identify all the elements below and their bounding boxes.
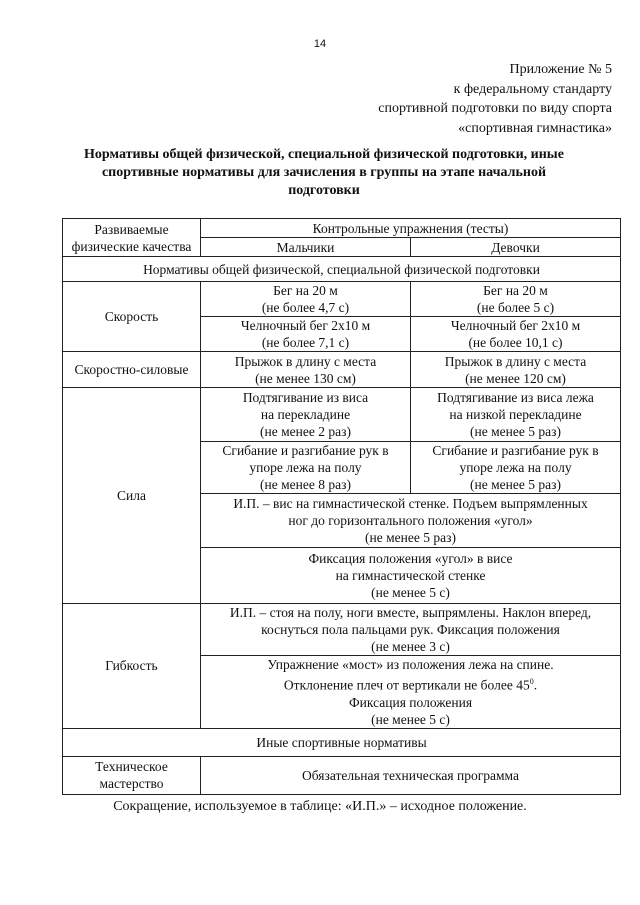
cell-run20-boys	[201, 282, 411, 317]
table-row	[63, 604, 621, 656]
text-line: Бег на 20 м	[273, 283, 338, 298]
quality-flexibility: Гибкость	[63, 604, 201, 729]
text-line: Фиксация положения «угол» в висе	[308, 551, 513, 566]
text-line: (не менее 120 см)	[465, 370, 566, 386]
text-line: (не менее 5 раз)	[365, 530, 456, 545]
text-line: Сгибание и разгибание рук в	[222, 443, 389, 458]
norms-table	[62, 218, 621, 795]
cell-pushup-boys	[201, 442, 411, 494]
section-general: Нормативы общей физической, специальной физической подготовки	[63, 257, 621, 282]
table-row	[63, 282, 621, 317]
text-line: Фиксация положения	[348, 694, 473, 710]
table-row	[63, 219, 621, 238]
appendix-line: Приложение № 5	[509, 62, 612, 77]
table-row	[63, 728, 621, 756]
text-line: мастерство	[99, 776, 164, 791]
text-line: И.П. – вис на гимнастической стенке. Подъем выпрямленных	[233, 496, 588, 511]
header-girls: Девочки	[411, 238, 621, 257]
table-row	[63, 352, 621, 388]
text-line: И.П. – стоя на полу, ноги вместе, выпрямлены. Наклон вперед,	[229, 605, 592, 620]
text-line: Подтягивание из виса лежа	[437, 390, 594, 405]
text-line: на перекладине	[260, 407, 351, 422]
text-line: (не менее 8 раз)	[260, 477, 351, 492]
appendix-block	[378, 60, 612, 138]
cell-hang	[201, 494, 621, 548]
text-line: на гимнастической стенке	[335, 568, 486, 583]
text-line: (не более 7,1 с)	[261, 335, 350, 350]
text-line: (не менее 5 с)	[371, 585, 450, 600]
text-line: упоре лежа на полу	[459, 460, 572, 475]
title-line: спортивные нормативы для зачисления в группы на этапе начальной	[101, 165, 547, 180]
text-line: упоре лежа на полу	[249, 460, 362, 475]
text-line: Прыжок в длину с места	[444, 353, 587, 369]
degree-mark: 0	[529, 677, 534, 686]
cell-jump-girls	[411, 352, 621, 388]
cell-technique-program: Обязательная техническая программа	[201, 756, 621, 794]
document-title	[50, 146, 598, 200]
text-line: на низкой перекладине	[449, 407, 582, 422]
text-line	[203, 673, 618, 694]
cell-pullup-girls	[411, 388, 621, 442]
text-line: (не менее 2 раз)	[260, 424, 351, 439]
text-line: Прыжок в длину с места	[234, 353, 377, 369]
title-line: подготовки	[288, 183, 360, 198]
cell-shuttle-girls	[411, 317, 621, 352]
cell-pullup-boys	[201, 388, 411, 442]
text-line: (не менее 130 см)	[255, 370, 356, 386]
text-line: физические качества	[71, 238, 192, 254]
cell-pushup-girls	[411, 442, 621, 494]
cell-shuttle-boys	[201, 317, 411, 352]
header-qualities	[63, 219, 201, 257]
text-line: Упражнение «мост» из положения лежа на спине.	[267, 657, 554, 672]
appendix-line: спортивной подготовки по виду спорта	[378, 101, 612, 116]
text-line: Челночный бег 2х10 м	[450, 318, 581, 333]
quality-speed: Скорость	[63, 282, 201, 352]
abbreviation-note: Сокращение, используемое в таблице: «И.П.» – исходное положение.	[113, 799, 527, 814]
bridge-dot: .	[533, 677, 538, 693]
header-boys: Мальчики	[201, 238, 411, 257]
text-line: (не более 10,1 с)	[468, 335, 563, 350]
table-row	[63, 257, 621, 282]
title-line: Нормативы общей физической, специальной физической подготовки, иные	[84, 147, 564, 162]
table-row	[63, 388, 621, 442]
cell-run20-girls	[411, 282, 621, 317]
text-line: Техническое	[95, 759, 168, 774]
cell-bridge	[201, 656, 621, 729]
text-line: ног до горизонтального положения «угол»	[288, 513, 533, 528]
text-line: (не менее 5 с)	[371, 711, 450, 727]
text-line: коснуться пола пальцами рук. Фиксация положения	[261, 622, 560, 637]
appendix-line: «спортивная гимнастика»	[458, 120, 612, 136]
text-line: (не более 5 с)	[476, 300, 555, 315]
section-other: Иные спортивные нормативы	[63, 728, 621, 756]
text-line: Бег на 20 м	[483, 283, 548, 298]
page-number: 14	[313, 38, 327, 50]
header-tests: Контрольные упражнения (тесты)	[201, 219, 621, 238]
quality-speed-strength: Скоростно-силовые	[63, 352, 201, 388]
quality-technique	[63, 756, 201, 794]
cell-bend	[201, 604, 621, 656]
text-line: (не менее 5 раз)	[470, 477, 561, 492]
cell-jump-boys	[201, 352, 411, 388]
text-line: (не более 4,7 с)	[261, 300, 350, 315]
text-line: Сгибание и разгибание рук в	[432, 443, 599, 458]
cell-angle	[201, 548, 621, 604]
quality-strength: Сила	[63, 388, 201, 604]
text-line: Челночный бег 2х10 м	[240, 318, 371, 333]
text-line: Развиваемые	[94, 221, 169, 237]
text-line: (не менее 5 раз)	[470, 424, 561, 439]
table-row	[63, 756, 621, 794]
text-line: (не менее 3 с)	[371, 639, 450, 654]
bridge-text: Отклонение плеч от вертикали не более 45	[283, 677, 530, 693]
text-line: Подтягивание из виса	[242, 390, 369, 405]
appendix-line: к федеральному стандарту	[453, 81, 612, 97]
